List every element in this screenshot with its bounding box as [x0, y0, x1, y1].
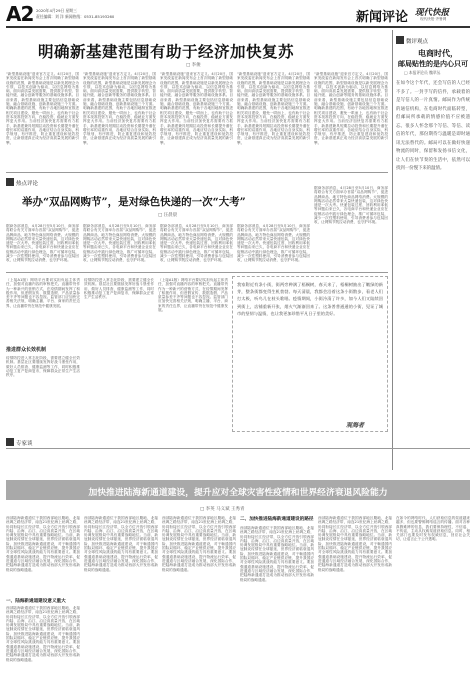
- article4-col4: 西部陆海新通道位于我国西部地区腹地，北接丝绸之路经济带，南连21世纪海上丝绸之路，协同衔接长江经济带，以全方位开放引领西部内陆、沿海、沿江、沿边高质量开放，在区域协调发展格局中具有重要战略地位。当前，新冠肺炎疫情在全球蔓延，世界经济面临衰退风险，加快推进陆海新通道建设，对于畅通国内国际双循环、稳定产业链供应链、提升我国应对全球性风险挑战的能力具有重要意义。要加强通道基础设施建设，提升物流运行效率，促进通道与区域经济融合发展，深化国际合作，把陆海新通道打造成为推动西部大开发形成新格局的战略通道。: [240, 526, 314, 582]
- article4-title: 加快推进陆海新通道建设，提升应对全球灾害性疫情和世界经济衰退风险能力: [88, 488, 388, 498]
- article1-col2: “新型基础设施”迎来官方定义。4月20日，国家发改委在新闻发布会上首次明确了新型基础设施的范围，新型基础设施是以新发展理念为引领，以技术创新为驱动，以信息网络为基础，面向高质量发展需要，提供数字转型、智能升级、融合创新等服务的基础设施体系。目前来看，新型基础设施主要包括信息基础设施、融合基础设施、创新基础设施三个方面。明确新基建的范围，有助于各地因地制宜推进相关项目建设，避免一哄而上，也有助于社会资本找准投资方向，在稳投资、稳就业方面发挥更大作用。当前经济加快复苏需要有力抓手，新基建兼具短期拉动投资和长期提升潜在增长率的双重作用，各地应结合自身实际，科学规划，有序推进，防止重复建设和低效投资，让新基建真正成为经济高质量发展的新引擎。: [83, 72, 156, 145]
- masthead-sub: 现代快报·齐鲁网: [420, 17, 447, 21]
- article4-col3: 西部陆海新通道位于我国西部地区腹地，北接丝绸之路经济带，南连21世纪海上丝绸之路，协同衔接长江经济带，以全方位开放引领西部内陆、沿海、沿江、沿边高质量开放，在区域协调发展格局中具有重要战略地位。当前，新冠肺炎疫情在全球蔓延，世界经济面临衰退风险，加快推进陆海新通道建设，对于畅通国内国际双循环、稳定产业链供应链、提升我国应对全球性风险挑战的能力具有重要意义。要加强通道基础设施建设，提升物流运行效率，促进通道与区域经济融合发展，深化国际合作，把陆海新通道打造成为推动西部大开发形成新格局的战略通道。: [162, 516, 236, 572]
- article2-col5: 据商务部消息，4月28日至5月10日，商务部将联合有关方面举办首届“双品网购节”，促进品牌商品、地方特色商品网络消费。大规模的网购活动必然带来大量快递包装，这对绿色快递是一次大考。快递包装过度、回收利用率低等问题由来已久，各电商平台和快递企业应在促销活动中践行绿色理念，推广可循环包装，减少一次性塑料使用，引导消费者参与包装回收，让网购节既拉动消费，也守护环境。: [314, 186, 388, 225]
- article2-col2: 据商务部消息，4月28日至5月10日，商务部将联合有关方面举办首届“双品网购节”，促进品牌商品、地方特色商品网络消费。大规模的网购活动必然带来大量快递包装，这对绿色快递是一次大考。快递包装过度、回收利用率低等问题由来已久，各电商平台和快递企业应在促销活动中践行绿色理念，推广可循环包装，减少一次性塑料使用，引导消费者参与包装回收，让网购节既拉动消费，也守护环境。: [83, 224, 156, 263]
- article1-col1: “新型基础设施”迎来官方定义。4月20日，国家发改委在新闻发布会上首次明确了新型基础设施的范围，新型基础设施是以新发展理念为引领，以技术创新为驱动，以信息网络为基础，面向高质量发展需要，提供数字转型、智能升级、融合创新等服务的基础设施体系。目前来看，新型基础设施主要包括信息基础设施、融合基础设施、创新基础设施三个方面。明确新基建的范围，有助于各地因地制宜推进相关项目建设，避免一哄而上，也有助于社会资本找准投资方向，在稳投资、稳就业方面发挥更大作用。当前经济加快复苏需要有力抓手，新基建兼具短期拉动投资和长期提升潜在增长率的双重作用，各地应结合自身实际，科学规划，有序推进，防止重复建设和低效投资，让新基建真正成为经济高质量发展的新引擎。: [6, 72, 79, 145]
- article1-author: □ 李俊: [186, 63, 201, 68]
- hot-comment-badge: 热点评论: [16, 181, 39, 187]
- article1-col3: “新型基础设施”迎来官方定义。4月20日，国家发改委在新闻发布会上首次明确了新型基础设施的范围，新型基础设施是以新发展理念为引领，以技术创新为驱动，以信息网络为基础，面向高质量发展需要，提供数字转型、智能升级、融合创新等服务的基础设施体系。目前来看，新型基础设施主要包括信息基础设施、融合基础设施、创新基础设施三个方面。明确新基建的范围，有助于各地因地制宜推进相关项目建设，避免一哄而上，也有助于社会资本找准投资方向，在稳投资、稳就业方面发挥更大作用。当前经济加快复苏需要有力抓手，新基建兼具短期拉动投资和长期提升潜在增长率的双重作用，各地应结合自身实际，科学规划，有序推进，防止重复建设和低效投资，让新基建真正成为经济高质量发展的新引擎。: [160, 72, 233, 145]
- sidebar-title-1: 电商时代，: [418, 49, 458, 58]
- article4-subhead-b: 二、加快推进陆海新通道建设的路径: [240, 517, 314, 522]
- article4-subhead-a: 一、陆海新通道建设意义重大: [6, 599, 66, 604]
- sidebar-badge: 微评观点: [406, 39, 429, 45]
- article1-col4: “新型基础设施”迎来官方定义。4月20日，国家发改委在新闻发布会上首次明确了新型基础设施的范围，新型基础设施是以新发展理念为引领，以技术创新为驱动，以信息网络为基础，面向高质量发展需要，提供数字转型、智能升级、融合创新等服务的基础设施体系。目前来看，新型基础设施主要包括信息基础设施、融合基础设施、创新基础设施三个方面。明确新基建的范围，有助于各地因地制宜推进相关项目建设，避免一哄而上，也有助于社会资本找准投资方向，在稳投资、稳就业方面发挥更大作用。当前经济加快复苏需要有力抓手，新基建兼具短期拉动投资和长期提升潜在增长率的双重作用，各地应结合自身实际，科学规划，有序推进，防止重复建设和低效投资，让新基建真正成为经济高质量发展的新引擎。: [237, 72, 310, 145]
- masthead-logo: 现代快报: [415, 8, 450, 18]
- article3-col3: （上接A1版）网络平台要切实担负起主体责任，加强对直播内容的审核把关。直播带货作为一种新兴的营销方式，在疫情期间发挥了积极作用，但虚假宣传、数据造假、产品质量参差不齐等问题也不容忽视。监管部门应加快完善相关法规，明确主播、平台、商家的责任边界，让直播带货在规范中健康发展。: [158, 278, 228, 313]
- article4-col1: 西部陆海新通道位于我国西部地区腹地，北接丝绸之路经济带，南连21世纪海上丝绸之路，协同衔接长江经济带，以全方位开放引领西部内陆、沿海、沿江、沿边高质量开放，在区域协调发展格局中具有重要战略地位。当前，新冠肺炎疫情在全球蔓延，世界经济面临衰退风险，加快推进陆海新通道建设，对于畅通国内国际双循环、稳定产业链供应链、提升我国应对全球性风险挑战的能力具有重要意义。要加强通道基础设施建设，提升物流运行效率，促进通道与区域经济融合发展，深化国际合作，把陆海新通道打造成为推动西部大开发形成新格局的战略通道。: [6, 516, 80, 572]
- divider-1: [6, 172, 388, 173]
- article4-col5: 西部陆海新通道位于我国西部地区腹地，北接丝绸之路经济带，南连21世纪海上丝绸之路，协同衔接长江经济带，以全方位开放引领西部内陆、沿海、沿江、沿边高质量开放，在区域协调发展格局中具有重要战略地位。当前，新冠肺炎疫情在全球蔓延，世界经济面临衰退风险，加快推进陆海新通道建设，对于畅通国内国际双循环、稳定产业链供应链、提升我国应对全球性风险挑战的能力具有重要意义。要加强通道基础设施建设，提升物流运行效率，促进通道与区域经济融合发展，深化国际合作，把陆海新通道打造成为推动西部大开发形成新格局的战略通道。: [318, 516, 392, 572]
- page-number: A2: [6, 4, 34, 24]
- article1-col5: “新型基础设施”迎来官方定义。4月20日，国家发改委在新闻发布会上首次明确了新型基础设施的范围，新型基础设施是以新发展理念为引领，以技术创新为驱动，以信息网络为基础，面向高质量发展需要，提供数字转型、智能升级、融合创新等服务的基础设施体系。目前来看，新型基础设施主要包括信息基础设施、融合基础设施、创新基础设施三个方面。明确新基建的范围，有助于各地因地制宜推进相关项目建设，避免一哄而上，也有助于社会资本找准投资方向，在稳投资、稳就业方面发挥更大作用。当前经济加快复苏需要有力抓手，新基建兼具短期拉动投资和长期提升潜在增长率的双重作用，各地应结合自身实际，科学规划，有序推进，防止重复建设和低效投资，让新基建真正成为经济高质量发展的新引擎。: [314, 72, 388, 145]
- article3-col1: （上接A1版）网络平台要切实担负起主体责任，加强对直播内容的审核把关。直播带货作为一种新兴的营销方式，在疫情期间发挥了积极作用，但虚假宣传、数据造假、产品质量参差不齐等问题也不容忽视。监管部门应加快完善相关法规，明确主播、平台、商家的责任边界，让直播带货在规范中健康发展。: [6, 278, 80, 308]
- expert-talk-icon: [6, 438, 14, 446]
- header-rule: [6, 26, 470, 28]
- article2-col4: 据商务部消息，4月28日至5月10日，商务部将联合有关方面举办首届“双品网购节”，促进品牌商品、地方特色商品网络消费。大规模的网购活动必然带来大量快递包装，这对绿色快递是一次大考。快递包装过度、回收利用率低等问题由来已久，各电商平台和快递企业应在促销活动中践行绿色理念，推广可循环包装，减少一次性塑料使用，引导消费者参与包装回收，让网购节既拉动消费，也守护环境。: [237, 224, 310, 263]
- hot-comment-icon: [6, 178, 14, 186]
- divider-2: [6, 272, 388, 273]
- article3-subhead: 推进群众长效机制: [6, 347, 47, 353]
- article2-author: □ 汪晨晨: [158, 213, 178, 218]
- article2-title: 举办“双品网购节”，是对绿色快递的一次“大考”: [22, 196, 246, 208]
- article4-col1b: 西部陆海新通道位于我国西部地区腹地，北接丝绸之路经济带，南连21世纪海上丝绸之路，协同衔接长江经济带，以全方位开放引领西部内陆、沿海、沿江、沿边高质量开放，在区域协调发展格局中具有重要战略地位。当前，新冠肺炎疫情在全球蔓延，世界经济面临衰退风险，加快推进陆海新通道建设，对于畅通国内国际双循环、稳定产业链供应链、提升我国应对全球性风险挑战的能力具有重要意义。要加强通道基础设施建设，提升物流运行效率，促进通道与区域经济融合发展，深化国际合作，把陆海新通道打造成为推动西部大开发形成新格局的战略通道。: [6, 606, 80, 662]
- article4-col6: 在如今的网络时代，人们获取信息的渠道越来越多，但也要警惕网络谣言的传播。面对各种真假难辨的信息，我们要保持理性，不信谣、不传谣，主动从权威渠道获取信息。同时，相关部门也要及时发布权威信息，回应社会关切，让谣言止于公开透明。: [396, 516, 470, 542]
- sidebar-badge-icon: [396, 36, 404, 44]
- article4-author: □ 李英 马义斌 王秀青: [200, 507, 245, 512]
- divider-3: [6, 448, 470, 449]
- article3-col2: 疫情防控进入常态化阶段，需要建立健全长效机制。基层社区要继续发挥好战斗堡垒作用，做好人员排查、健康监测等工作，同时积极推动复工复产复商复市，保障群众正常生产生活秩序。: [84, 278, 154, 300]
- article1-title: 明确新基建范围有助于经济加快复苏: [38, 42, 295, 61]
- expert-talk-badge: 专家谈: [16, 441, 33, 447]
- section-title: 新闻评论: [356, 10, 409, 25]
- sidebar-divider: [392, 30, 393, 470]
- sidebar-title-2: 邮局贴性的是内心只可: [398, 60, 468, 68]
- article2-col1: 据商务部消息，4月28日至5月10日，商务部将联合有关方面举办首届“双品网购节”，促进品牌商品、地方特色商品网络消费。大规模的网购活动必然带来大量快递包装，这对绿色快递是一次大考。快递包装过度、回收利用率低等问题由来已久，各电商平台和快递企业应在促销活动中践行绿色理念，推广可循环包装，减少一次性塑料使用，引导消费者参与包装回收，让网购节既拉动消费，也守护环境。: [6, 224, 79, 263]
- article2-col3: 据商务部消息，4月28日至5月10日，商务部将联合有关方面举办首届“双品网购节”，促进品牌商品、地方特色商品网络消费。大规模的网购活动必然带来大量快递包装，这对绿色快递是一次大考。快递包装过度、回收利用率低等问题由来已久，各电商平台和快递企业应在促销活动中践行绿色理念，推广可循环包装，减少一次性塑料使用，引导消费者参与包装回收，让网购节既拉动消费，也守护环境。: [160, 224, 233, 263]
- issue-editor: 责任编辑：刘 洋 新闻热线：0531-85193260: [36, 14, 115, 19]
- sidebar-body: 在如今这个年代，还会写信的人已经不多了。一封手写的信件，承载着的是写信人的一片真情。邮局作为传统的通信机构，在电商时代面临转型，但邮局所承载的情感价值不应被遗忘。很多人怀念那个写信、等信、读信的年代，那份期待与温暖是即时通讯无法替代的。邮局可以在做好快递物流的同时，保留和发扬书信文化，让人们在快节奏的生活中，依然可以找到一份慢下来的温情。: [396, 81, 470, 171]
- essay-signature: 观海者: [346, 422, 365, 429]
- issue-date: 2020年4月29日 星期三: [36, 8, 77, 13]
- article4-col2: 西部陆海新通道位于我国西部地区腹地，北接丝绸之路经济带，南连21世纪海上丝绸之路，协同衔接长江经济带，以全方位开放引领西部内陆、沿海、沿江、沿边高质量开放，在区域协调发展格局中具有重要战略地位。当前，新冠肺炎疫情在全球蔓延，世界经济面临衰退风险，加快推进陆海新通道建设，对于畅通国内国际双循环、稳定产业链供应链、提升我国应对全球性风险挑战的能力具有重要意义。要加强通道基础设施建设，提升物流运行效率，促进通道与区域经济融合发展，深化国际合作，把陆海新通道打造成为推动西部大开发形成新格局的战略通道。: [84, 516, 158, 572]
- sidebar-author: □ 本报评论员 魏翠丛: [404, 70, 441, 75]
- essay-body: 我家附近有条小街，街两旁种满了梧桐树，春天来了，梧桐树抽出了嫩绿的新芽，整条街都变得生机勃勃。每天清晨，我都会沿着这条小街散步，看老人们打太极，听鸟儿在枝头歌唱。疫情期间，小街冷清了许多，如今人们又陆续回到街上，店铺重新开张，烟火气渐渐回来了。这条普普通通的小街，见证了城市的坚韧与温情，也让我更加珍惜平凡日子里的美好。: [237, 282, 383, 316]
- article3-col1b: 疫情防控进入常态化阶段，需要建立健全长效机制。基层社区要继续发挥好战斗堡垒作用，做好人员排查、健康监测等工作，同时积极推动复工复产复商复市，保障群众正常生产生活秩序。: [6, 356, 80, 378]
